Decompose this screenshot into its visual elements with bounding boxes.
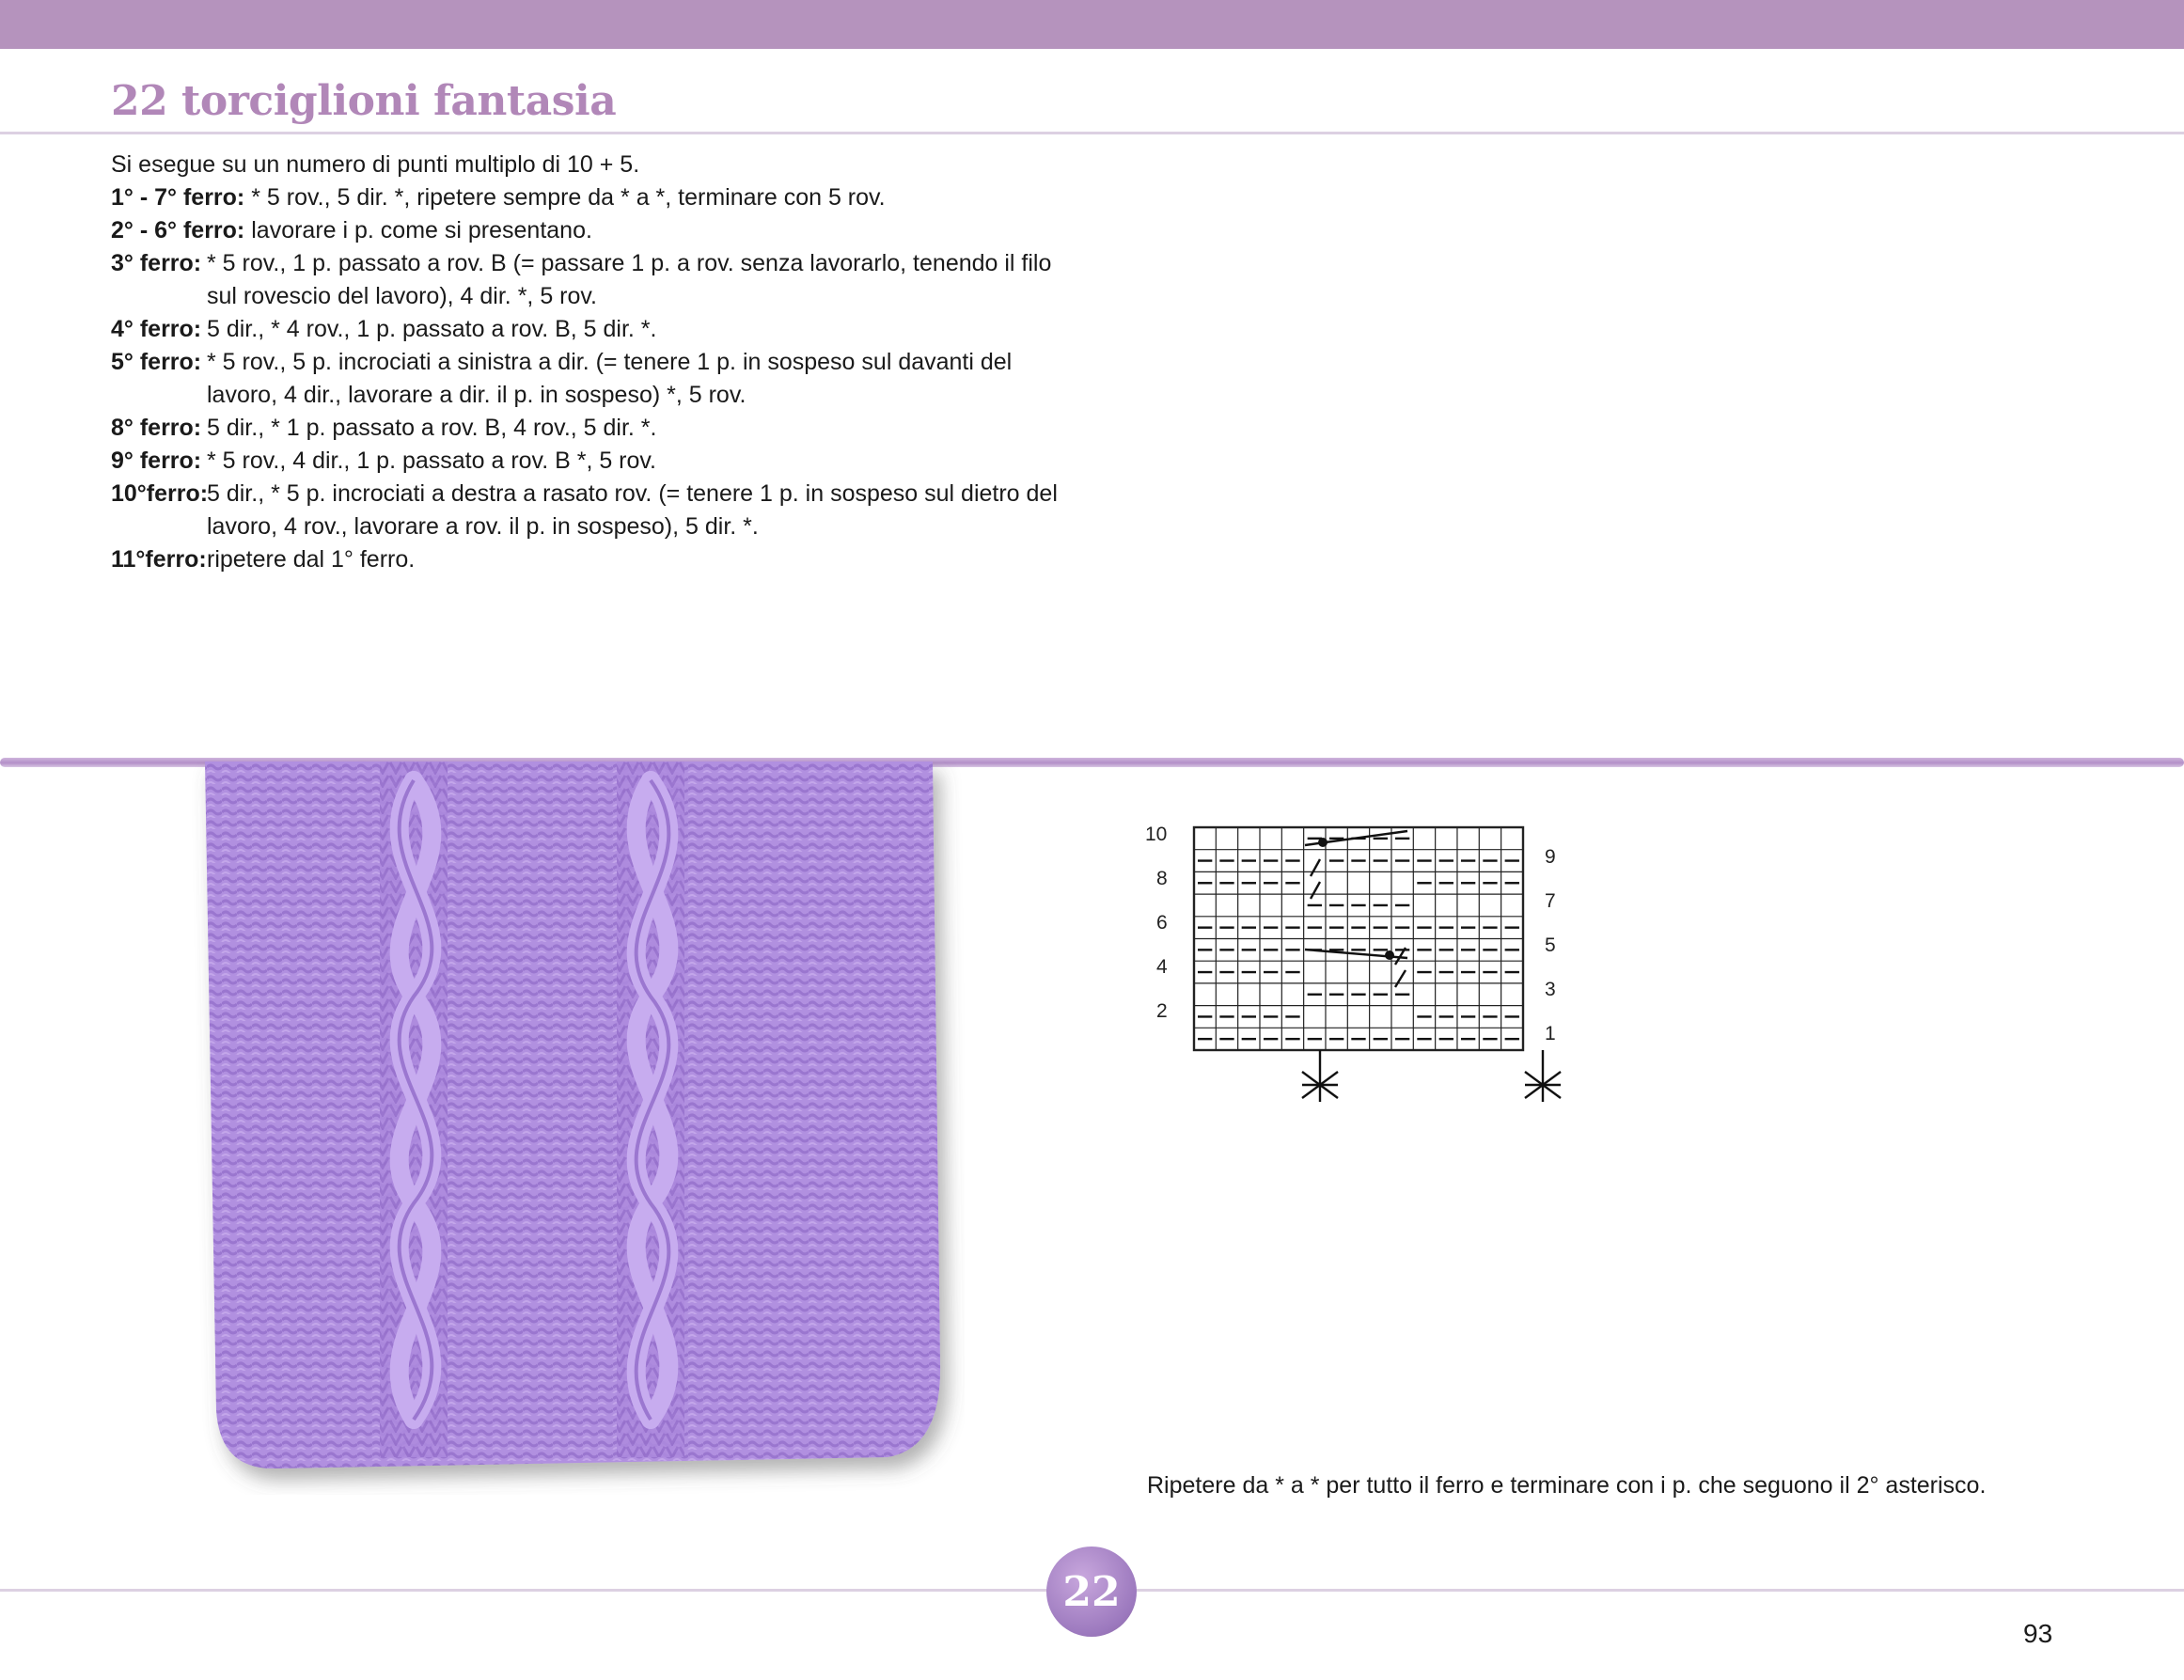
instruction-row [111,247,1070,313]
row-label: 3 [1545,979,1556,1000]
instructions [111,149,1070,576]
cable-dot [1318,838,1328,847]
row-label: 9 [1545,846,1556,868]
instruction-label: 2° - 6° ferro: [111,217,245,243]
instruction-text: * 5 rov., 5 dir. *, ripetere sempre da * a *, terminare con 5 rov. [251,184,886,211]
instruction-text: * 5 rov., 5 p. incrociati a sinistra a dir. (= tenere 1 p. in sospeso sul davanti del lavoro, 4 dir., lavorare a dir. il p. in sospeso) *, 5 rov. [207,349,1013,408]
instruction-label: 5° ferro: [111,349,202,375]
instruction-label: 9° ferro: [111,447,202,474]
page-number: 93 [2023,1619,2053,1648]
instruction-label: 8° ferro: [111,415,202,441]
instruction-row [111,313,1070,346]
stitch-chart [1138,810,1570,1111]
row-label: 8 [1156,868,1168,889]
instruction-row [111,214,1070,247]
instruction-text: * 5 rov., 4 dir., 1 p. passato a rov. B *, 5 rov. [207,447,657,474]
chart-footnote: Ripetere da * a * per tutto il ferro e terminare con i p. che seguono il 2° asterisco. [1147,1472,1987,1499]
instruction-text: lavorare i p. come si presentano. [251,217,592,243]
instruction-row [111,181,1070,214]
instruction-text: * 5 rov., 1 p. passato a rov. B (= passare 1 p. a rov. senza lavorarlo, tenendo il filo sul rovescio del lavoro), 4 dir. *, 5 rov. [207,250,1052,309]
instruction-text: ripetere dal 1° ferro. [207,546,416,573]
instruction-label: 11°ferro: [111,546,207,573]
row-label: 10 [1145,824,1168,845]
instruction-text: 5 dir., * 4 rov., 1 p. passato a rov. B, 5 dir. *. [207,316,657,342]
title-divider [0,132,2184,134]
pattern-number: 22 [1062,1567,1121,1616]
instruction-row [111,543,1070,576]
instruction-label: 1° - 7° ferro: [111,184,245,211]
instruction-text: 5 dir., * 5 p. incrociati a destra a rasato rov. (= tenere 1 p. in sospeso sul dietro del lavoro, 4 rov., lavorare a rov. il p. in sospeso), 5 dir. *. [207,480,1058,540]
instructions-intro: Si esegue su un numero di punti multiplo di 10 + 5. [111,151,640,178]
instruction-text: 5 dir., * 1 p. passato a rov. B, 4 rov., 5 dir. *. [207,415,657,441]
instruction-label: 10°ferro: [111,480,209,507]
instruction-row [111,478,1070,543]
row-label: 1 [1545,1023,1556,1044]
pattern-number-badge [1046,1547,1137,1637]
row-label: 7 [1545,890,1556,912]
cable-dot [1385,950,1394,960]
row-label: 5 [1545,934,1556,956]
knit-swatch-photo [192,761,965,1495]
row-label: 4 [1156,956,1168,978]
row-label: 6 [1156,912,1168,934]
instruction-row [111,412,1070,445]
instruction-label: 4° ferro: [111,316,202,342]
row-label: 2 [1156,1000,1168,1022]
top-band [0,0,2184,49]
instruction-row [111,346,1070,412]
instruction-row [111,445,1070,478]
instruction-label: 3° ferro: [111,250,202,276]
page-title: 22 torciglioni fantasia [111,77,617,125]
